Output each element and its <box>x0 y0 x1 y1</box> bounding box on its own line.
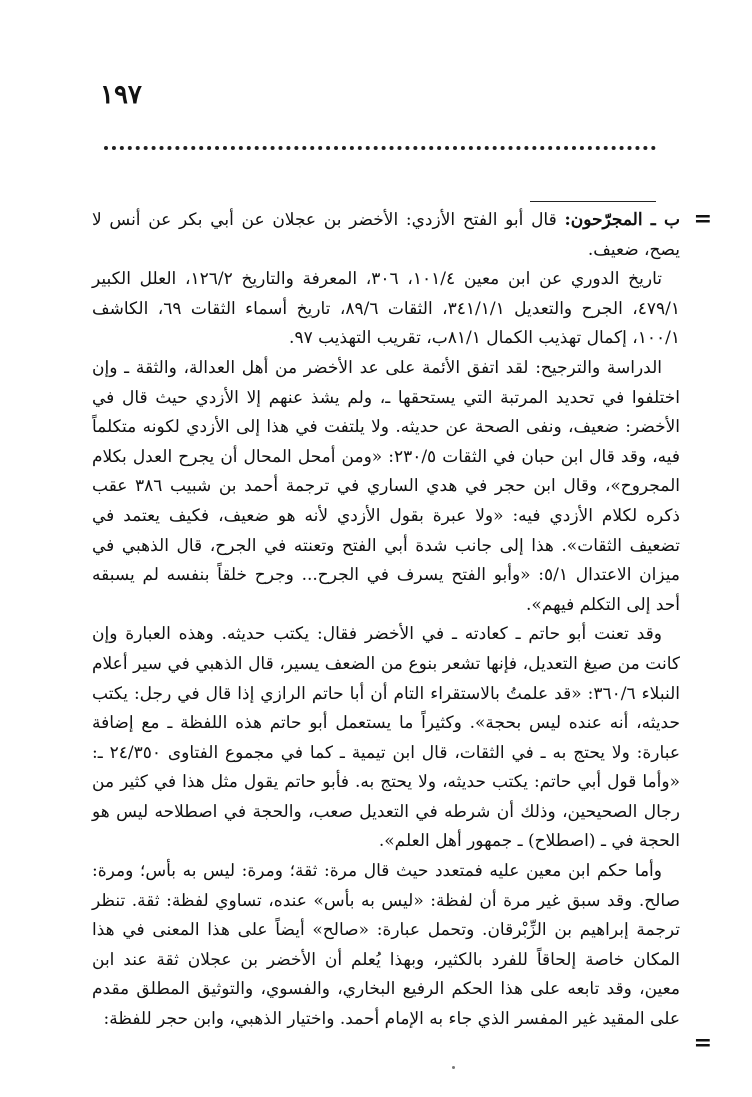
entry-heading: ب ـ المجرّحون: <box>564 210 680 230</box>
entry-paragraph <box>92 206 680 265</box>
section-rule <box>530 201 656 202</box>
entry-intro: قال أبو الفتح الأزدي: الأخضر بن عجلان عن أبي بكر عن أنس لا يصح، ضعيف. <box>92 210 680 260</box>
page-number: ١٩٧ <box>100 80 142 110</box>
sources-paragraph: تاريخ الدوري عن ابن معين ١٠١/٤، ٣٠٦، المعرفة والتاريخ ١٢٦/٢، العلل الكبير ٤٧٩/١، الجرح والتعديل ٣٤١/١/١، الثقات ٨٩/٦، تاريخ أسماء الثقات ٦٩، الكاشف ١٠٠/١، إكمال تهذيب الكمال ٨١/١ب، تقريب التهذيب ٩٧. <box>92 269 680 349</box>
abu-hatim-paragraph: وقد تعنت أبو حاتم ـ كعادته ـ في الأخضر فقال: يكتب حديثه. وهذه العبارة وإن كانت من صيغ التعديل، فإنها تشعر بنوع من الضعف يسير، قال الذهبي في سير أعلام النبلاء ٣٦٠/٦: «قد علمتُ بالاستقراء التام أن أبا حاتم الرازي إذا قال في رجل: يكتب حديثه، أنه عنده ليس بحجة». وكثيراً ما يستعمل أبو حاتم هذه اللفظة ـ مع إضافة عبارة: ولا يحتج به ـ في الثقات، قال ابن تيمية ـ كما في مجموع الفتاوى ٢٤/٣٥٠ ـ: «وأما قول أبي حاتم: يكتب حديثه، ولا يحتج به. فأبو حاتم يقول مثل هذا في كثير من رجال الصحيحين، وذلك أن شرطه في التعديل صعب، والحجة في اصطلاحه ليس هو الحجة في ـ (اصطلاح) ـ جمهور أهل العلم». <box>92 624 680 852</box>
header-dotted-rule <box>104 146 656 150</box>
page-speck <box>452 1066 455 1069</box>
study-paragraph: الدراسة والترجيح: لقد اتفق الأئمة على عد الأخضر من أهل العدالة، والثقة ـ وإن اختلفوا في تحديد المرتبة التي يستحقها ـ، ولم يشذ عنهم إلا الأزدي حيث قال في الأخضر: ضعيف، ونفى الصحة عن حديثه. ولا يلتفت في هذا إلى الأزدي لكونه متكلماً فيه، وقد قال ابن حبان في الثقات ٢٣٠/٥: «ومن أمحل المحال أن يجرح العدل بكلام المجروح»، وقال ابن حجر في هدي الساري في ترجمة أحمد بن شبيب ٣٨٦ عقب ذكره لكلام الأزدي فيه: «ولا عبرة بقول الأزدي لأنه هو ضعيف، فكيف يعتمد في تضعيف الثقات». هذا إلى جانب شدة أبي الفتح وتعنته في الجرح، قال الذهبي في ميزان الاعتدال ٥/١: «وأبو الفتح يسرف في الجرح... وجرح خلقاً بنفسه لم يسبقه أحد إلى التكلم فيهم». <box>92 357 680 615</box>
continuation-mark-end: = <box>693 1030 712 1056</box>
continuation-mark-start: = <box>693 206 712 232</box>
body-text <box>92 206 680 1035</box>
ibn-main-paragraph: وأما حكم ابن معين عليه فمتعدد حيث قال مرة: ثقة؛ ومرة: ليس به بأس؛ ومرة: صالح. وقد سبق غير مرة أن لفظة: «ليس به بأس» عنده، تساوي لفظة: ثقة. تنظر ترجمة إبراهيم بن الزِّبْرقان. وتحمل عبارة: «صالح» أيضاً على هذا المعنى في هذا المكان خاصة إلحاقاً للفرد بالكثير، وبهذا يُعلم أن الأخضر بن عجلان ثقة عند ابن معين، وقد تابعه على هذا الحكم الرفيع البخاري، والفسوي، والتوثيق المطلق مقدم على المقيد غير المفسر الذي جاء به الإمام أحمد. واختيار الذهبي، وابن حجر للفظة: <box>92 861 680 1030</box>
